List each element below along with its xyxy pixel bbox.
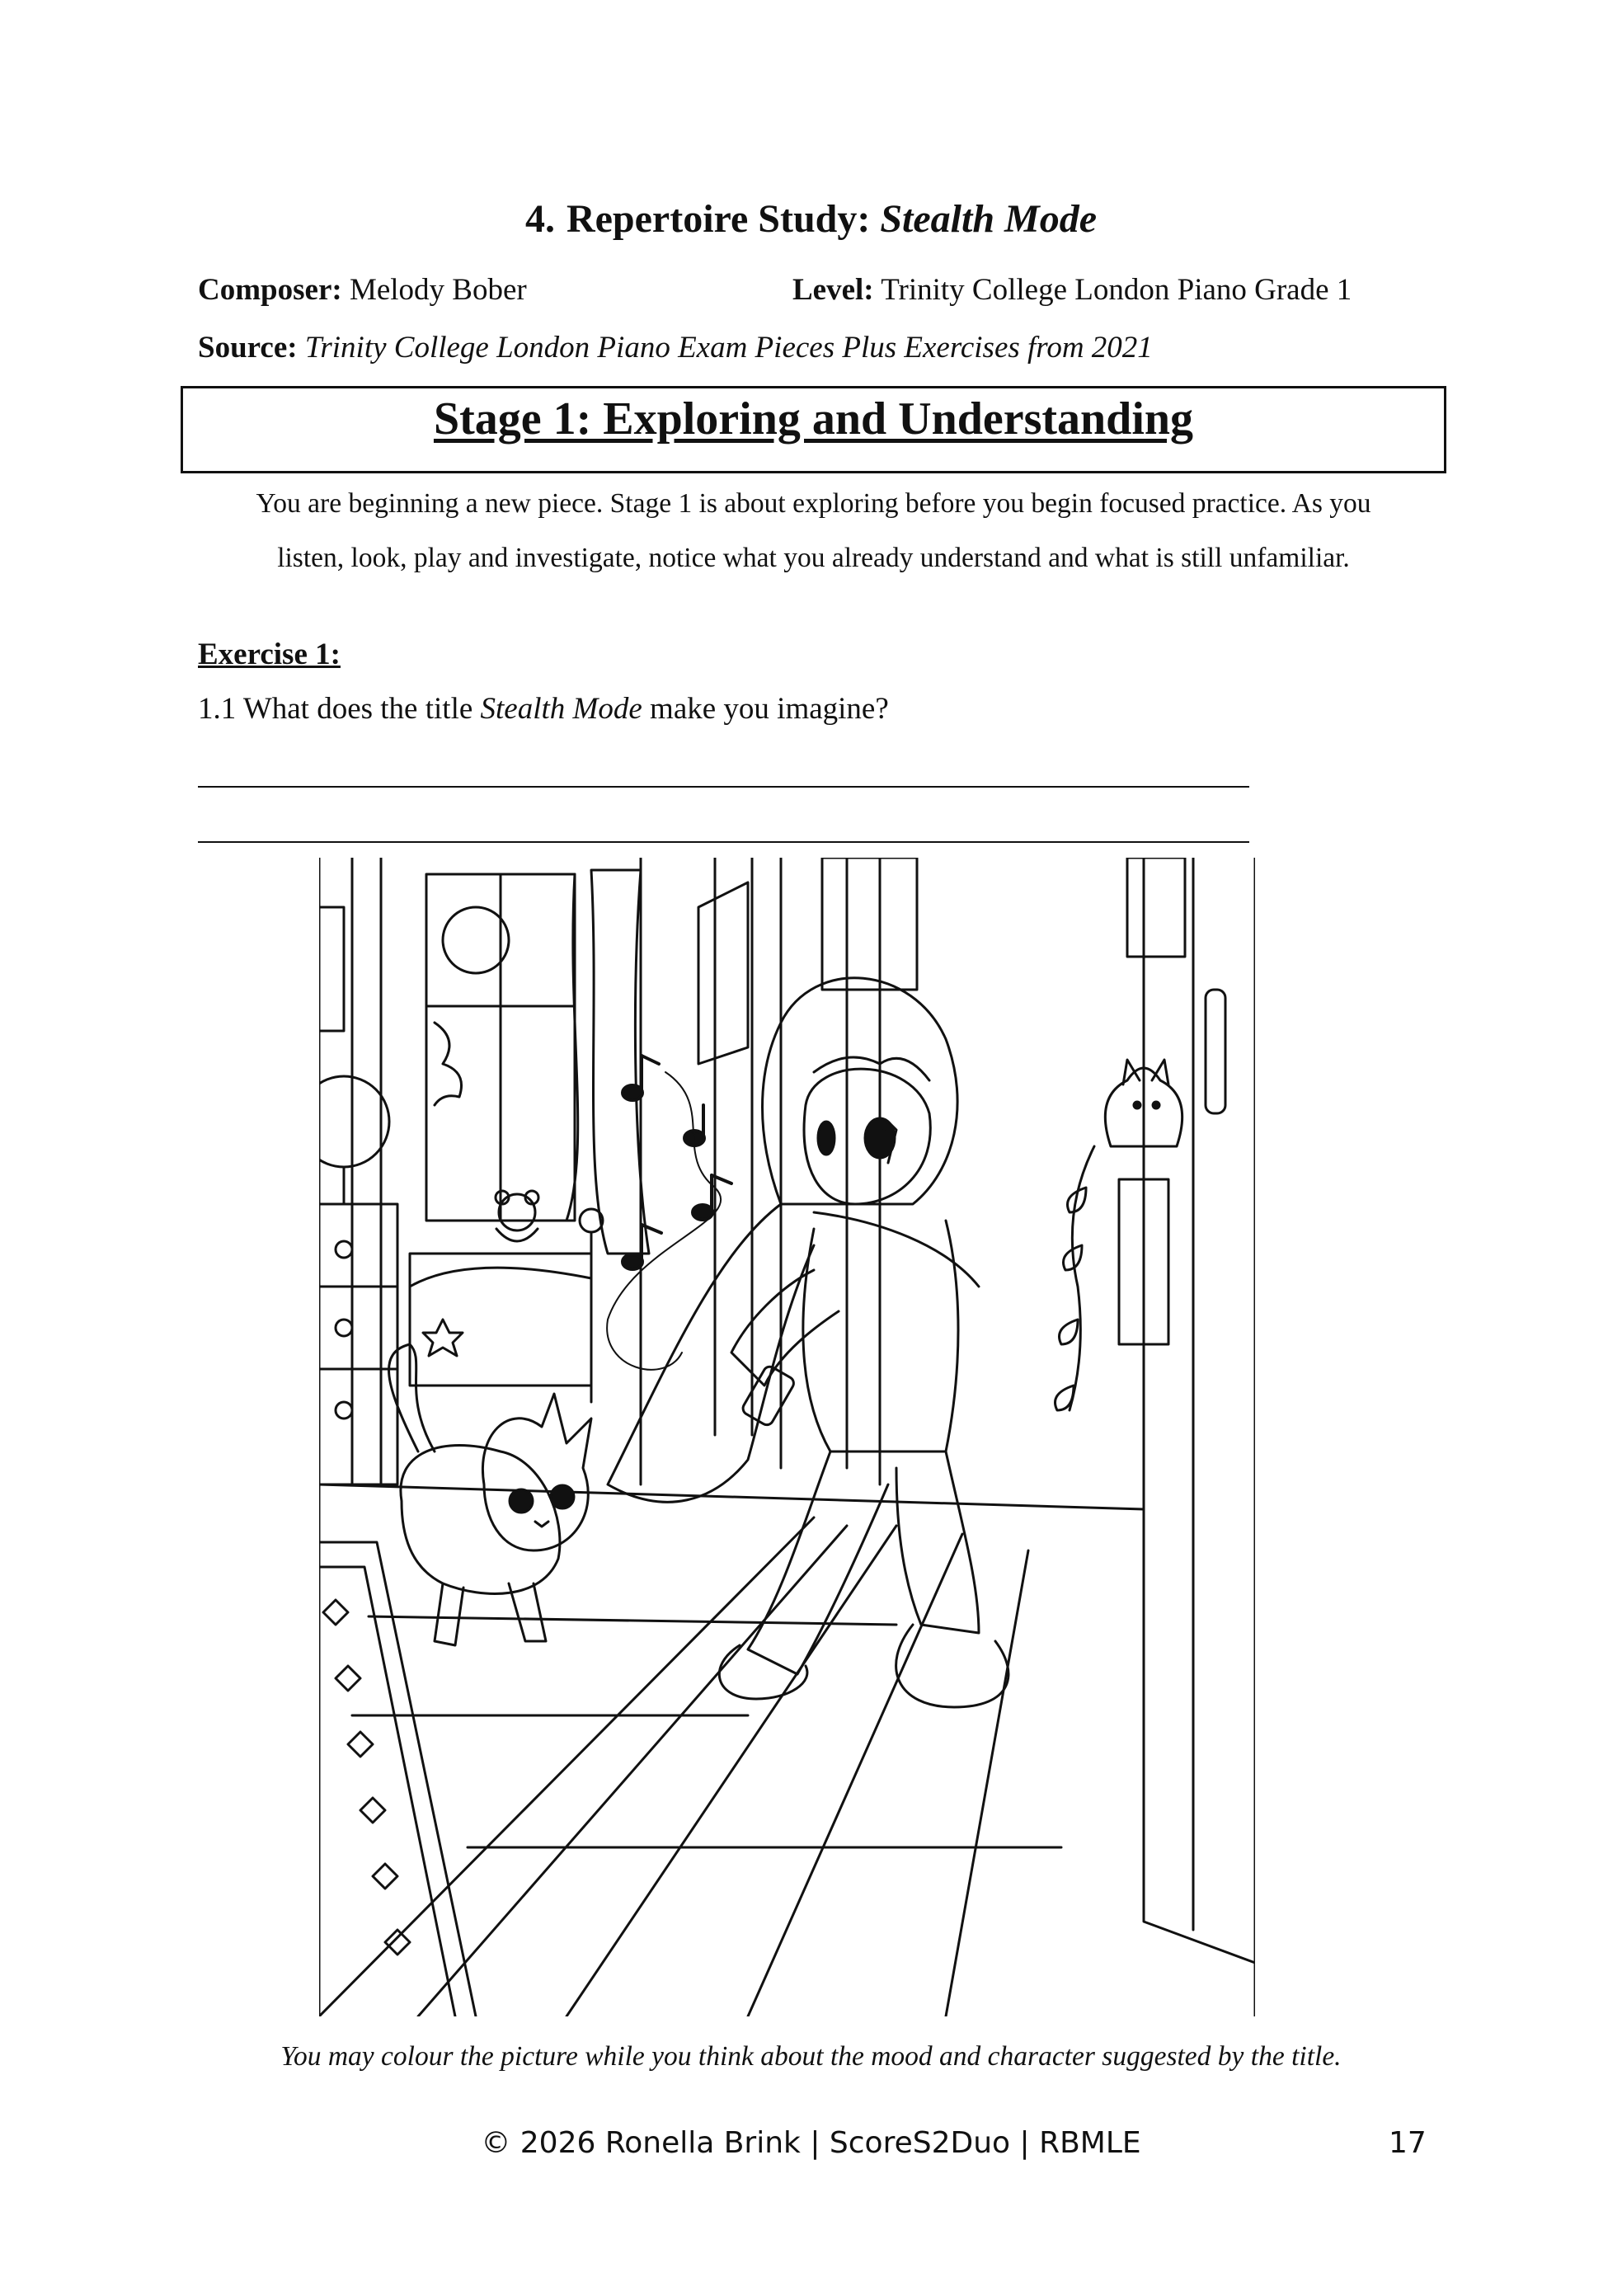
section-title (0, 196, 1622, 242)
question-suffix: make you imagine? (642, 692, 889, 726)
piece-title: Stealth Mode (880, 197, 1098, 241)
exercise-heading: Exercise 1: (198, 638, 341, 671)
shelf-plant-cat (1055, 1060, 1182, 1410)
composer-name: Melody Bober (349, 273, 527, 307)
footer-copyright: © 2026 Ronella Brink | ScoreS2Duo | RBMLE (481, 2126, 1141, 2160)
page-number: 17 (1389, 2126, 1427, 2160)
source-label: Source: (198, 331, 298, 365)
section-title-prefix: Repertoire Study: (566, 197, 881, 241)
section-number: 4. (524, 197, 555, 241)
intro-line-2: listen, look, play and investigate, notice what you already understand and what is still unfamiliar. (277, 543, 1350, 573)
bed (410, 1191, 603, 1402)
illustration-caption: You may colour the picture while you think about the mood and character suggested by the title. (280, 2041, 1342, 2072)
question-1-1 (198, 691, 889, 727)
hooded-child (608, 978, 1008, 1707)
stage-title: Stage 1: Exploring and Understanding (433, 393, 1194, 445)
question-title: Stealth Mode (480, 692, 642, 726)
question-prefix: 1.1 What does the title (198, 692, 481, 726)
colouring-illustration (319, 858, 1255, 2016)
stage-intro (181, 477, 1446, 586)
kitten (389, 1344, 591, 1645)
level-line (792, 272, 1352, 308)
source-value: Trinity College London Piano Exam Pieces Plus Exercises from 2021 (304, 331, 1153, 365)
level-label: Level: (792, 273, 874, 307)
answer-line-2[interactable] (198, 841, 1249, 843)
room-background (319, 858, 1255, 2016)
level-value: Trinity College London Piano Grade 1 (881, 273, 1352, 307)
composer-label: Composer: (198, 273, 342, 307)
answer-line-1[interactable] (198, 786, 1249, 788)
intro-line-1: You are beginning a new piece. Stage 1 is about exploring before you begin focused practice. As you (256, 488, 1371, 519)
composer-line (198, 272, 527, 308)
dresser (319, 1076, 397, 1484)
source-line (198, 330, 1153, 365)
music-notes (607, 1056, 731, 1370)
